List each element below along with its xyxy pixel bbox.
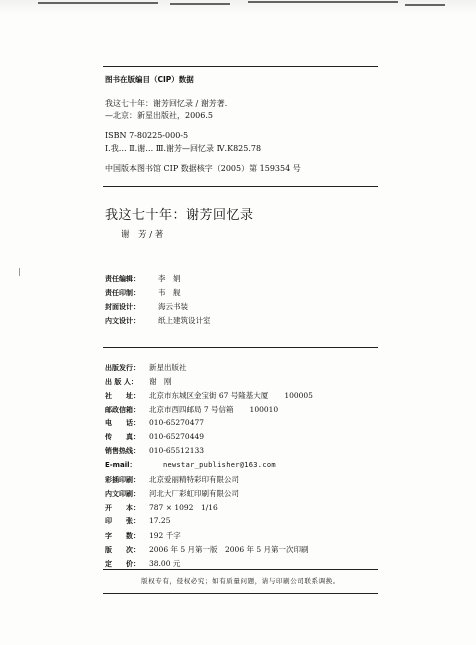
pub-email (105, 460, 276, 471)
scan-margin-mark (19, 268, 20, 276)
scan-streak (248, 1, 398, 3)
credit-value: 纸上建筑设计室 (158, 316, 211, 325)
pub-sales-hotline (105, 446, 204, 457)
pub-value: 192 千字 (149, 531, 181, 540)
pub-value: 010-65512133 (149, 446, 205, 455)
pub-edition (105, 544, 309, 555)
pub-postcode: 100005 (284, 391, 313, 400)
pub-label: 销售热线： (105, 447, 140, 455)
credit-editor (105, 273, 181, 285)
pub-postcode: 100010 (249, 405, 279, 414)
pub-label: E-mail： (105, 461, 137, 469)
cip-core-data: 中国版本图书馆 CIP 数据核字（2005）第 159354 号 (105, 164, 301, 173)
credit-interior-design (105, 315, 211, 327)
pub-value: 北京市西四邮局 7 号信箱 (149, 405, 234, 414)
credit-label: 封面设计： (105, 303, 140, 311)
pub-label: 定 价： (105, 560, 140, 568)
pub-value: 北京市东城区金宝街 67 号隆基大厦 (149, 391, 269, 400)
pub-value: 新星出版社 (149, 363, 187, 372)
credit-label: 责任印制： (105, 289, 140, 297)
pub-label: 出版发行： (105, 364, 140, 372)
pub-label: 版 次： (105, 546, 140, 554)
divider (103, 347, 378, 348)
cip-title-line: 我这七十年：谢芳回忆录 / 谢芳著. (105, 99, 228, 108)
pub-label: 传 真： (105, 433, 140, 441)
book-author: 谢 芳 / 著 (121, 230, 164, 240)
pub-value: 谢 刚 (149, 377, 172, 386)
divider (103, 593, 378, 594)
credit-label: 内文设计： (105, 317, 140, 325)
credit-print-manager (105, 287, 181, 299)
pub-text-printing (105, 488, 239, 499)
pub-format (105, 502, 218, 513)
credit-cover-design (105, 301, 188, 313)
pub-label: 社 址： (105, 392, 140, 400)
pub-publisher-person (105, 376, 172, 387)
pub-phone (105, 418, 204, 429)
pub-label: 印 张： (105, 517, 140, 525)
pub-label: 字 数： (105, 532, 140, 540)
divider (103, 66, 378, 67)
pub-value: 010-65270477 (149, 418, 205, 427)
credit-label: 责任编辑： (105, 275, 140, 283)
pub-value: 2006 年 5 月第一版 2006 年 5 月第一次印刷 (149, 545, 309, 554)
pub-publisher (105, 362, 187, 373)
book-title: 我这七十年：谢芳回忆录 (105, 208, 254, 223)
pub-label: 内文印刷： (105, 490, 140, 498)
copyright-notice: 版权专有，侵权必究；如有质量问题，请与印刷公司联系调换。 (141, 577, 340, 585)
cip-subjects: Ⅰ.我… Ⅱ.谢… Ⅲ.谢芳—回忆录 Ⅳ.K825.78 (105, 144, 262, 153)
pub-color-printing (105, 474, 239, 485)
scan-streak (38, 2, 158, 4)
pub-value: 38.00 元 (149, 559, 181, 568)
pub-price (105, 558, 180, 569)
pub-value: 17.25 (149, 516, 171, 525)
cip-isbn: ISBN 7-80225-000-5 (105, 131, 189, 140)
pub-value: newstar_publisher@163.com (163, 461, 276, 469)
cip-imprint-line: —北京：新星出版社，2006.5 (105, 111, 213, 120)
pub-value: 北京爱丽精特彩印有限公司 (149, 475, 239, 484)
divider (103, 569, 378, 570)
pub-label: 彩插印刷： (105, 476, 140, 484)
credit-value: 海云书装 (158, 302, 188, 311)
pub-label: 出 版 人： (105, 378, 138, 386)
pub-fax (105, 432, 204, 443)
pub-label: 邮政信箱： (105, 406, 140, 414)
pub-value: 河北大厂彩虹印刷有限公司 (149, 489, 239, 498)
scan-streak (405, 4, 445, 6)
pub-label: 电 话： (105, 419, 140, 427)
pub-address (105, 390, 313, 401)
pub-mailbox (105, 404, 278, 415)
credit-value: 韦 舰 (158, 288, 181, 297)
cip-heading: 图书在版编目（CIP）数据 (105, 75, 194, 84)
pub-word-count (105, 530, 181, 541)
pub-value: 787 × 1092 1/16 (149, 503, 218, 512)
pub-value: 010-65270449 (149, 432, 205, 441)
divider (103, 186, 378, 187)
scan-streak (170, 3, 230, 5)
pub-label: 开 本： (105, 504, 140, 512)
credit-value: 李 娟 (158, 274, 181, 283)
pub-sheets (105, 516, 170, 527)
